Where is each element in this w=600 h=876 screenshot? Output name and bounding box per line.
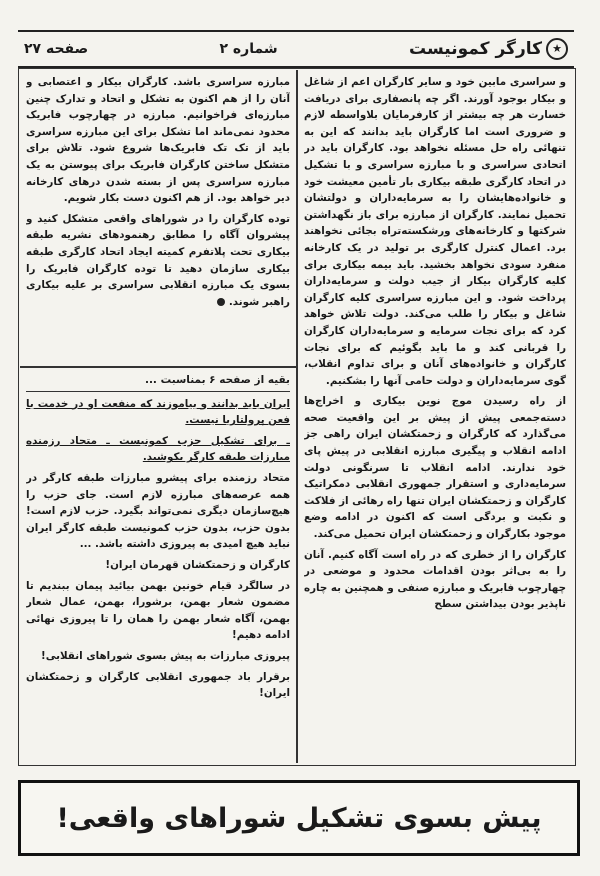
issue-number: شماره ۲ <box>219 41 278 57</box>
column-divider <box>296 70 298 763</box>
left-top-paragraph-1: مبارزه سراسری باشد. کارگران بیکار و اعتصابی و آنان را از هم اکنون به تشکل و اتحاد و تدارک چنین مبارزه‌ای فراخوانیم. مبارزه در چهارچوب فابریک محدود نمی‌ماند اما تشکل برای این مبارزه سراسری باید از تک تک فابریک‌ها شروع شود. تلاش برای متشکل ساختن کارگران فابریک برای پیوستن به یک مبارزه سراسری پس از بسته شدن درهای کارخانه دیر خواهد بود. از هم اکنون دست بکار شویم. <box>26 76 290 205</box>
section-divider <box>20 366 296 368</box>
slogan-3: پیروزی مبارزات به پیش بسوی شوراهای انقلابی! <box>41 649 290 662</box>
masthead-title: کارگر کمونیست <box>409 39 542 59</box>
right-column <box>304 74 566 760</box>
slogan-1: کارگران و زحمتکشان قهرمان ایران! <box>105 558 290 571</box>
page-number: صفحه ۲۷ <box>24 41 89 57</box>
slogan-4: برقرار باد جمهوری انقلابی کارگران و زحمتکشان ایران! <box>26 670 290 700</box>
continuation-heading: بقیه از صفحه ۶ بمناسبت ... <box>26 372 290 392</box>
left-bottom-column <box>26 372 290 760</box>
left-top-paragraph-2-text: توده کارگران را در شوراهای واقعی متشکل کنید و پیشروان آگاه را مطابق رهنمودهای نشریه طبقه بیکاری تحت پلاتفرم کمیته ایجاد اتحاد کارگری طبقه بیکاری سازمان دهید تا توده کارگران فابریک را بسوی یک مبارزه انقلابی سراسری بر علیه بیکاری راهبر شوند. <box>26 212 290 308</box>
masthead-title-block <box>409 38 574 60</box>
slogan-2: در سالگرد قیام خونین بهمن بیائید پیمان ببندیم تا مضمون شعار بهمن، برشورا، بهمن، عمال شعار بهمن، آگاه شعار بهمن را همان را تا پیروزی نهائی ادامه دهیم! <box>26 579 290 642</box>
left-top-paragraph-2 <box>26 211 290 311</box>
continuation-intro: ایران باید بدانند و بیاموزند که منفعت او در خدمت با فعن پرولتاریا نیست. <box>26 397 290 427</box>
item-title: ـ برای تشکیل حزب کمونیست ـ متحاد رزمنده مبارزات طبقه کارگر بکوشید. <box>26 434 290 464</box>
right-paragraph-3: کارگران را از خطری که در راه است آگاه کنیم. آنان را به بی‌اثر بودن اقدامات محدود و موضعی در چهارچوب فابریک و مبارزه صنفی و همچنین به چاره ناپذیر بودن بیداشتن سطح <box>304 548 566 611</box>
masthead <box>18 30 574 68</box>
end-bullet-icon <box>217 298 225 306</box>
footer-banner <box>18 780 580 856</box>
left-top-column <box>26 74 290 364</box>
right-paragraph-1: و سراسری مابین خود و سایر کارگران اعم از شاغل و بیکار بوجود آورند. اگر چه پانصفاری برای دریافت خسارت هر چه بیشتر از کارفرمایان بلاواسطه لازم و ضروری است اما کارگران باید بدانند که این به تنهائی راه حل مسئله نخواهد بود. کارگران باید در اتحادی سراسری و با مبارزه سراسری و با تشکیل در اتحاد کارگری طبقه بیکاری بار تأمین معیشت خود و خانواده‌هایشان را به سرمایه‌داران و دولتشان تحمیل نمایند. کارگران از مبارزه برای باز نگهداشتن شرکتها و کارخانه‌های ورشکسته‌تراه بجائی نخواهند برد. اعمال کنترل کارگری بر تولید در یک کارخانه منفرد سودی نخواهد بخشید. باید بیمه بیکاری برای کلیه کارگران بیکار از جیب دولت و سرمایه‌داران پرداخت شود. و این مبارزه سراسری کلیه کارگران شاغل و بیکار را طلب می‌کند. دولت تلاش خواهد کرد که برای نجات سرمایه و سرمایه‌داران کارگران را قربانی کند و ما باید بگوئیم که برای نجات کارگران و خانواده‌های آنان و برای تداوم انقلاب، گوی سرمایه‌داران و دولت حامی آنها را بشکنیم. <box>304 76 566 387</box>
footer-slogan: پیش بسوی تشکیل شوراهای واقعی! <box>56 802 542 834</box>
party-logo-icon: ★ <box>546 38 568 60</box>
right-paragraph-2: از راه رسیدن موج نوین بیکاری و اخراج‌ها دسته‌جمعی پیش از پیش بر این واقعیت صحه می‌گذارد که کارگران و زحمتکشان ایران راهی جز ادامه انقلاب و پیگیری مبارزه انقلابی در پیش پای خود ندارند. ادامه انقلاب تا سرنگونی دولت سرمایه‌داری و استقرار جمهوری انقلابی دمکراتیک کارگران و زحمتکشان ایران تنها راه رهائی از فلاکت و نکبت و بردگی است که اکنون در ادامه وضع موجود بکارگران و زحمتکشان ایران تحمیل می‌کند. <box>304 395 566 541</box>
item-body: متحاد رزمنده برای پیشرو مبارزات طبقه کارگر در همه عرصه‌های مبارزه لازم است. جای حزب را هیچ‌سازمان دیگری نمی‌تواند بگیرد. حزب لازم است! بدون حزب، بدون حزب کمونیست طبقه کارگر ایران نباید هیچ امیدی به پیروزی داشته باشد. ... <box>26 471 290 551</box>
